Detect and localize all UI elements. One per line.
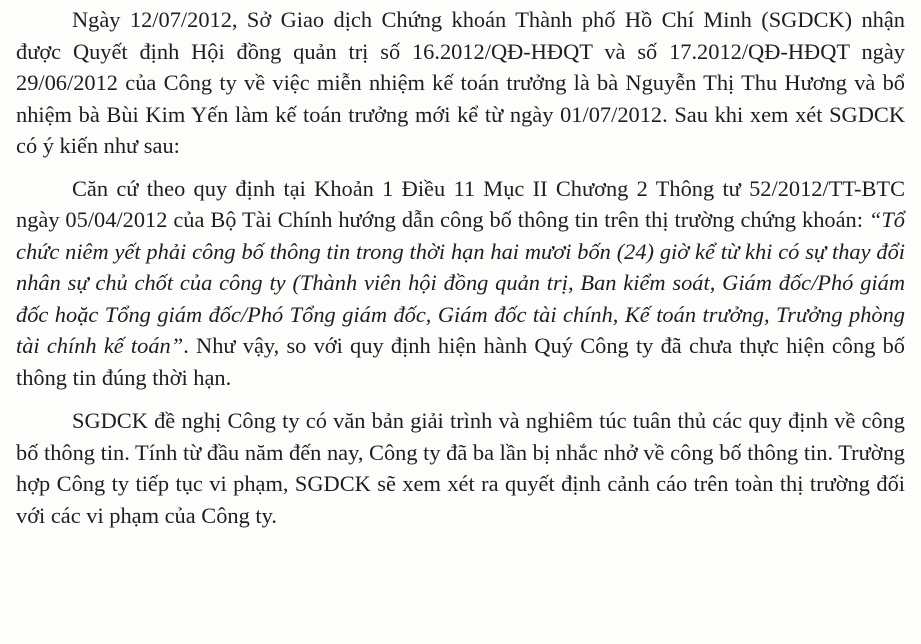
regulation-quote: “Tổ chức niêm yết phải công bố thông tin trong thời hạn hai mươi bốn (24) giờ kể từ khi có sự thay đổi nhân sự chủ chốt của công ty (Thành viên hội đồng quản trị, Ban kiểm soát, Giám đốc/Phó giám đốc hoặc Tổng giám đốc/Phó Tổng giám đốc, Giám đốc tài chính, Kế toán trưởng, Trưởng phòng tài chính kế toán” [16, 207, 905, 358]
paragraph-request: SGDCK đề nghị Công ty có văn bản giải trình và nghiêm túc tuân thủ các quy định về công bố thông tin. Tính từ đầu năm đến nay, Công ty đã ba lần bị nhắc nhở về công bố thông tin. Trường hợp Công ty tiếp tục vi phạm, SGDCK sẽ xem xét ra quyết định cảnh cáo trên toàn thị trường đối với các vi phạm của Công ty. [16, 408, 905, 528]
legal-basis-conclusion: . Như vậy, so với quy định hiện hành Quý Công ty đã chưa thực hiện công bố thông tin đúng thời hạn. [16, 333, 906, 390]
legal-basis-intro: Căn cứ theo quy định tại Khoản 1 Điều 11 Mục II Chương 2 Thông tư 52/2012/TT-BTC ngày 05/04/2012 của Bộ Tài Chính hướng dẫn công bố thông tin trên thị trường chứng khoán: [16, 175, 905, 232]
paragraph-notice: Ngày 12/07/2012, Sở Giao dịch Chứng khoán Thành phố Hồ Chí Minh (SGDCK) nhận được Quyết định Hội đồng quản trị số 16.2012/QĐ-HĐQT và số 17.2012/QĐ-HĐQT ngày 29/06/2012 của Công ty về việc miễn nhiệm kế toán trưởng là bà Nguyễn Thị Thu Hương và bổ nhiệm bà Bùi Kim Yến làm kế toán trưởng mới kể từ ngày 01/07/2012. Sau khi xem xét SGDCK có ý kiến như sau: [16, 7, 905, 158]
paragraph-legal-basis [16, 173, 905, 394]
